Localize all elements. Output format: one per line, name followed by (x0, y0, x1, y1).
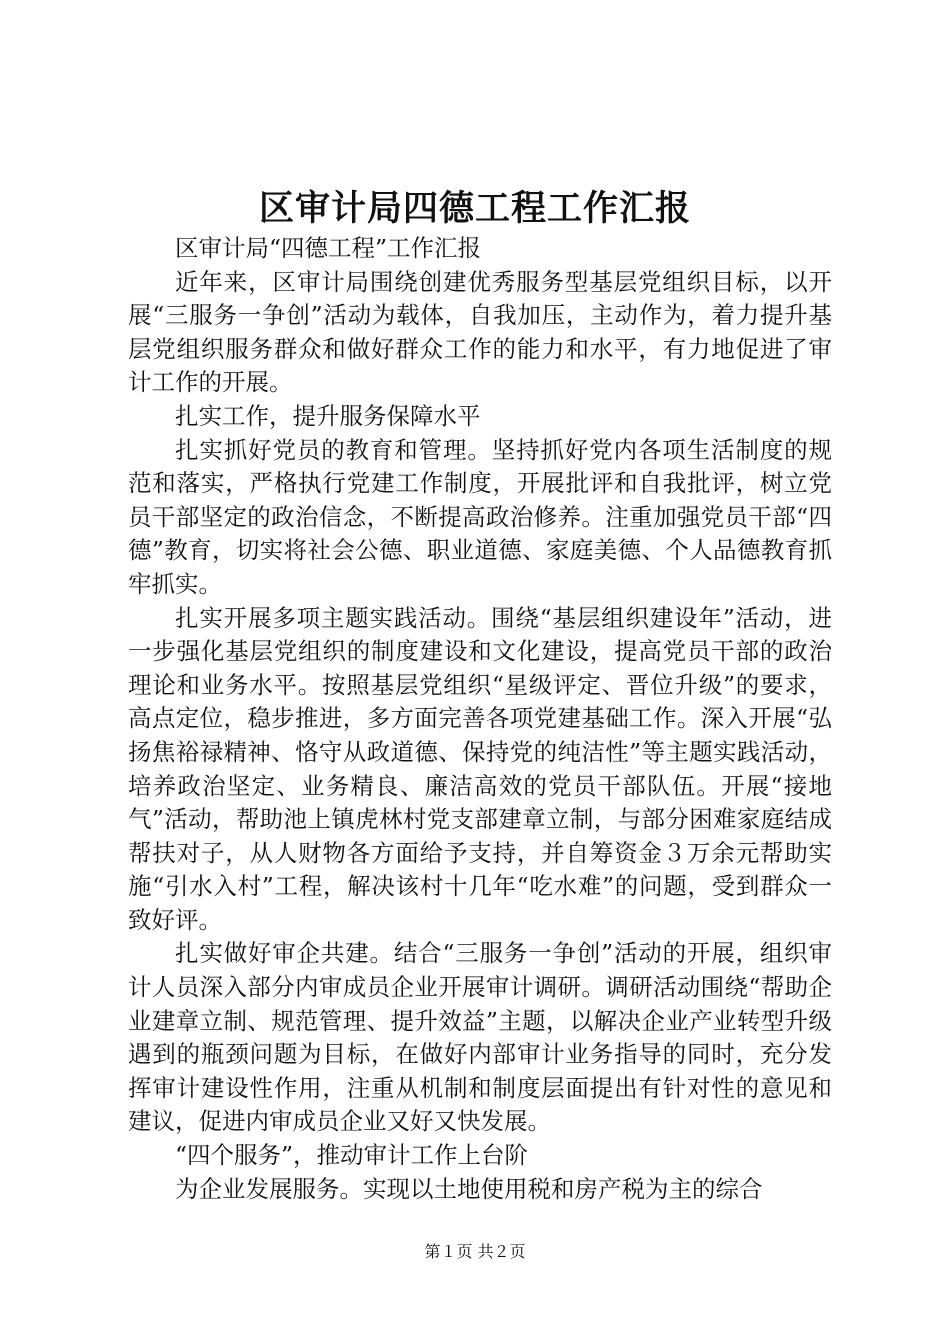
document-title: 区审计局四德工程工作汇报 (258, 189, 691, 229)
section-heading-service: 扎实工作，提升服务保障水平 (175, 401, 481, 430)
paragraph-subtitle: 区审计局“四德工程”工作汇报 (175, 234, 482, 262)
paragraph-education: 扎实抓好党员的教育和管理。坚持抓好党内各项生活制度的规范和落实，严格执行党建工作制度，开展批评和自我批评，树立党员干部坚定的政治信念，不断提高政治修养。注重加强党员干部“四德”教育，切实将社会公德、职业道德、家庭美德、个人品德教育抓牢抓实。 (128, 435, 832, 598)
section-heading-four-services: “四个服务”，推动审计工作上台阶 (175, 1141, 529, 1170)
page-number: 第１页 共２页 (424, 1242, 526, 1261)
document-body (128, 232, 832, 1206)
paragraph-practice: 扎实开展多项主题实践活动。围绕“基层组织建设年”活动，进一步强化基层党组织的制度建设和文化建设，提高党员干部的政治理论和业务水平。按照基层党组织“星级评定、晋位升级”的要求，高点定位，稳步推进，多方面完善各项党建基础工作。深入开展“弘扬焦裕禄精神、恪守从政道德、保持党的纯洁性”等主题实践活动，培养政治坚定、业务精良、廉洁高效的党员干部队伍。开展“接地气”活动，帮助池上镇虎林村党支部建章立制，与部分困难家庭结成帮扶对子，从人财物各方面给予支持，并自筹资金３万余元帮助实施“引水入村”工程，解决该村十几年“吃水难”的问题，受到群众一致好评。 (128, 603, 832, 934)
paragraph-enterprise-service: 为企业发展服务。实现以土地使用税和房产税为主的综合 (175, 1174, 763, 1203)
paragraph-enterprise: 扎实做好审企共建。结合“三服务一争创”活动的开展，组织审计人员深入部分内审成员企业开展审计调研。调研活动围绕“帮助企业建章立制、规范管理、提升效益”主题，以解决企业产业转型升级遇到的瓶颈问题为目标，在做好内部审计业务指导的同时，充分发挥审计建设性作用，注重从机制和制度层面提出有针对性的意见和建议，促进内审成员企业又好又快发展。 (128, 939, 832, 1136)
paragraph-intro: 近年来，区审计局围绕创建优秀服务型基层党组织目标，以开展“三服务一争创”活动为载体，自我加压，主动作为，着力提升基层党组织服务群众和做好群众工作的能力和水平，有力地促进了审计工作的开展。 (128, 267, 832, 397)
